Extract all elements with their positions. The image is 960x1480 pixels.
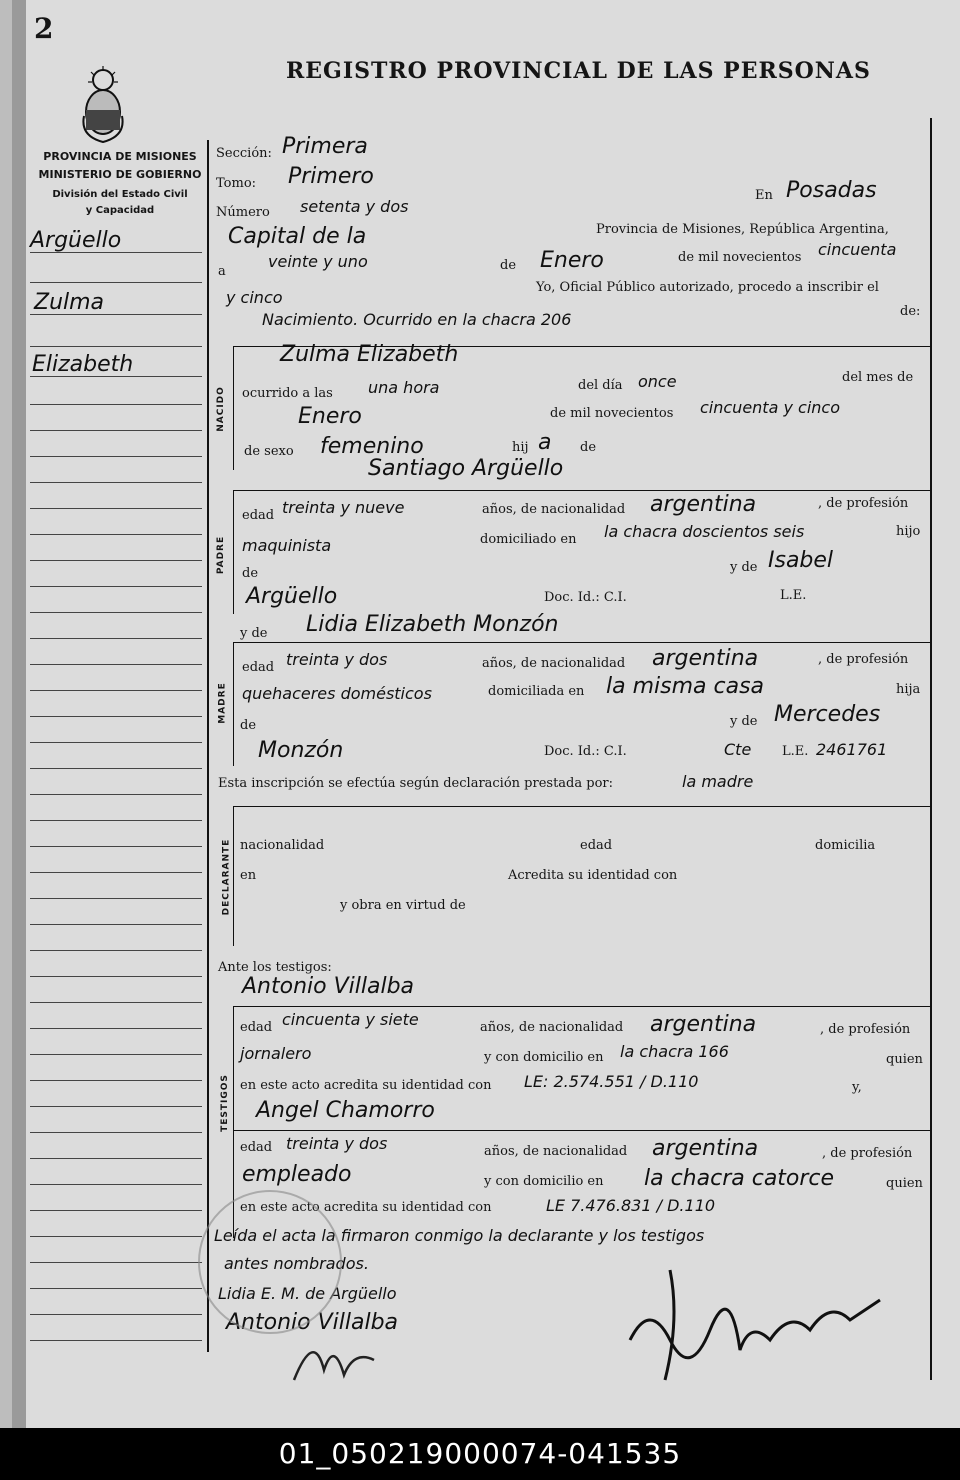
label-madre-de: de: [240, 718, 257, 733]
right-border: [930, 118, 932, 1380]
value-anio-nac: cincuenta y cinco: [700, 398, 840, 417]
label-del-dia: del día: [578, 378, 623, 393]
label-madre-edad: edad: [242, 660, 275, 675]
label-yo: Yo, Oficial Público autorizado, procedo a inscribir el: [536, 280, 879, 295]
value-madre-prof: quehaceres domésticos: [242, 684, 432, 703]
margin-surname: Argüello: [30, 228, 122, 253]
value-hij-suffix: a: [538, 430, 552, 455]
label-padre-y-de: y de: [730, 560, 758, 575]
value-madre-apellido: Monzón: [258, 738, 344, 763]
value-anio-cont: y cinco: [226, 288, 283, 307]
value-a-dia: veinte y uno: [268, 252, 368, 271]
label-decl-domicilia: domicilia: [815, 838, 876, 853]
label-del-mes: del mes de: [842, 370, 914, 385]
province-header: PROVINCIA DE MISIONES: [43, 150, 197, 163]
label-t2-nac: años, de nacionalidad: [484, 1144, 628, 1159]
capacity-header: y Capacidad: [85, 205, 155, 216]
label-madre-prof: , de profesión: [818, 652, 909, 667]
value-padre-nac: argentina: [650, 492, 757, 517]
padre-rule: [233, 490, 234, 614]
label-madre-y-de: y de: [240, 626, 268, 641]
value-tomo: Primero: [288, 164, 374, 189]
declarante-rule: [233, 806, 234, 946]
margin-first-name: Zulma: [34, 290, 105, 315]
padre-top-rule: [233, 490, 930, 491]
value-madre-nombre: Lidia Elizabeth Monzón: [306, 612, 559, 637]
label-de-colon: de:: [900, 304, 921, 319]
value-t1-nac: argentina: [650, 1012, 757, 1037]
value-hora: una hora: [368, 378, 440, 397]
label-t1-edad: edad: [240, 1020, 273, 1035]
value-mes-nac: Enero: [298, 404, 362, 429]
label-en: En: [755, 188, 773, 203]
document-title: REGISTRO PROVINCIAL DE LAS PERSONAS: [286, 58, 871, 84]
section-madre: MADRE: [217, 682, 228, 724]
label-padre-dom: domiciliado en: [480, 532, 577, 547]
value-t2-id: LE 7.476.831 / D.110: [546, 1196, 716, 1215]
label-hijo: hijo: [896, 524, 921, 539]
value-cierre-linea2: antes nombrados.: [224, 1254, 369, 1273]
label-madre-doc: Doc. Id.: C.I.: [544, 744, 627, 759]
signature-testigo1: Antonio Villalba: [226, 1310, 399, 1335]
label-mil-novecientos-2: de mil novecientos: [550, 406, 674, 421]
value-sexo: femenino: [320, 434, 424, 459]
label-tomo: Tomo:: [216, 176, 257, 191]
value-padre-nombre: Santiago Argüello: [368, 456, 564, 481]
coat-of-arms-icon: [80, 66, 126, 144]
value-madre-le-prefix: Cte: [724, 740, 752, 759]
value-seccion: Primera: [282, 134, 368, 159]
value-madre-madre: Mercedes: [774, 702, 881, 727]
label-madre-le: L.E.: [782, 744, 809, 759]
value-declarante: la madre: [682, 772, 754, 791]
value-numero: setenta y dos: [300, 197, 409, 216]
label-inscripcion: Esta inscripción se efectúa según declaración prestada por:: [218, 776, 613, 791]
label-ante-testigos: Ante los testigos:: [218, 960, 332, 975]
value-capital: Capital de la: [228, 224, 367, 249]
label-madre-y-de-2: y de: [730, 714, 758, 729]
label-t2-dom: y con domicilio en: [484, 1174, 604, 1189]
testigo2-rule: [234, 1130, 930, 1131]
testigos-top-rule: [233, 1006, 930, 1007]
value-testigo1: Antonio Villalba: [242, 974, 415, 999]
value-cierre-linea1: Leída el acta la firmaron conmigo la declarante y los testigos: [214, 1226, 705, 1245]
label-padre-le: L.E.: [780, 588, 807, 603]
value-mes: Enero: [540, 248, 604, 273]
label-sexo: de sexo: [244, 444, 294, 459]
nacido-rule: [233, 346, 234, 470]
label-padre-prof: , de profesión: [818, 496, 909, 511]
label-decl-en: en: [240, 868, 257, 883]
value-padre-madre: Isabel: [768, 548, 834, 573]
madre-top-rule: [233, 642, 930, 643]
label-padre-edad: edad: [242, 508, 275, 523]
label-t2-edad: edad: [240, 1140, 273, 1155]
left-border: [207, 140, 209, 1352]
ministry-header: MINISTERIO DE GOBIERNO: [38, 168, 202, 181]
division-header: División del Estado Civil: [52, 189, 188, 200]
label-t1-quien: quien: [886, 1052, 923, 1067]
section-padre: PADRE: [216, 535, 227, 575]
label-provincia: Provincia de Misiones, República Argentina,: [596, 222, 889, 237]
value-anio: cincuenta: [818, 240, 897, 259]
official-signature-icon: [610, 1260, 890, 1390]
label-mil-novecientos: de mil novecientos: [678, 250, 802, 265]
label-padre-nac: años, de nacionalidad: [482, 502, 626, 517]
value-t2-edad: treinta y dos: [286, 1134, 388, 1153]
label-t1-dom: y con domicilio en: [484, 1050, 604, 1065]
label-t1-nac: años, de nacionalidad: [480, 1020, 624, 1035]
value-padre-apellido: Argüello: [246, 584, 338, 609]
label-hija: hija: [896, 682, 921, 697]
value-nacimiento: Nacimiento. Ocurrido en la chacra 206: [262, 310, 572, 329]
section-testigos: TESTIGOS: [219, 1074, 230, 1132]
value-testigo2: Angel Chamorro: [256, 1098, 435, 1123]
value-madre-dom: la misma casa: [606, 674, 765, 699]
value-t2-dom: la chacra catorce: [644, 1166, 835, 1191]
section-declarante: DECLARANTE: [221, 838, 232, 916]
value-madre-nac: argentina: [652, 646, 759, 671]
label-t1-y: y,: [852, 1080, 862, 1095]
witness2-signature-icon: [284, 1320, 384, 1400]
margin-middle-name: Elizabeth: [32, 352, 134, 377]
label-t2-acredita: en este acto acredita su identidad con: [240, 1200, 492, 1215]
label-decl-nac: nacionalidad: [240, 838, 325, 853]
label-t2-quien: quien: [886, 1176, 923, 1191]
label-a: a: [218, 264, 226, 279]
label-decl-acredita: Acredita su identidad con: [508, 868, 678, 883]
stamp-icon: [198, 1190, 342, 1334]
label-seccion: Sección:: [216, 146, 272, 161]
value-padre-dom: la chacra doscientos seis: [604, 522, 805, 541]
value-en: Posadas: [786, 178, 877, 203]
value-t2-prof: empleado: [242, 1162, 352, 1187]
label-decl-edad: edad: [580, 838, 613, 853]
label-madre-dom: domiciliada en: [488, 684, 585, 699]
value-madre-le: 2461761: [816, 740, 888, 759]
value-t1-id: LE: 2.574.551 / D.110: [524, 1072, 699, 1091]
value-padre-prof: maquinista: [242, 536, 332, 555]
label-madre-nac: años, de nacionalidad: [482, 656, 626, 671]
value-t1-prof: jornalero: [240, 1044, 312, 1063]
signature-declarante: Lidia E. M. de Argüello: [218, 1284, 397, 1303]
value-t1-dom: la chacra 166: [620, 1042, 729, 1061]
value-nombre: Zulma Elizabeth: [280, 342, 459, 367]
label-hij: hij: [512, 440, 529, 455]
label-decl-obra: y obra en virtud de: [340, 898, 466, 913]
declarante-top-rule: [233, 806, 930, 807]
footer-code: 01_050219000074-041535: [0, 1428, 960, 1480]
label-t1-acredita: en este acto acredita su identidad con: [240, 1078, 492, 1093]
label-numero: Número: [216, 205, 270, 220]
label-t2-prof: , de profesión: [822, 1146, 913, 1161]
value-madre-edad: treinta y dos: [286, 650, 388, 669]
madre-rule: [233, 642, 234, 766]
page-marker: 2: [34, 12, 54, 45]
value-t1-edad: cincuenta y siete: [282, 1010, 419, 1029]
label-de-2: de: [580, 440, 597, 455]
label-padre-de: de: [242, 566, 259, 581]
value-t2-nac: argentina: [652, 1136, 759, 1161]
label-de: de: [500, 258, 517, 273]
label-ocurrido: ocurrido a las: [242, 386, 333, 401]
label-t1-prof: , de profesión: [820, 1022, 911, 1037]
value-padre-edad: treinta y nueve: [282, 498, 405, 517]
value-dia: once: [638, 372, 677, 391]
label-padre-doc: Doc. Id.: C.I.: [544, 590, 627, 605]
section-nacido: NACIDO: [215, 386, 226, 432]
